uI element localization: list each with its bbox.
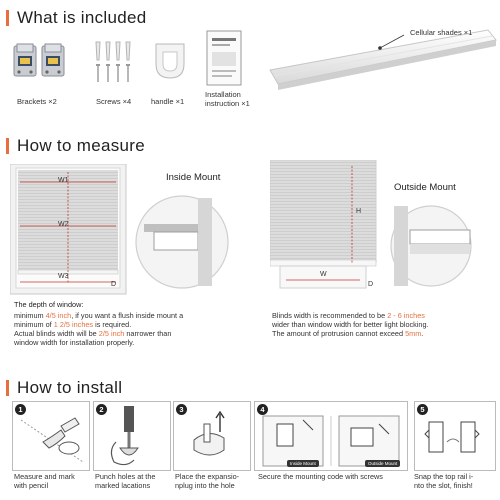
depth-of-window-title: The depth of window:: [14, 300, 84, 309]
section-install-header: [6, 378, 122, 398]
highlight-value: 5mm: [405, 329, 422, 338]
caption-line: marked lacations: [95, 481, 151, 490]
caption-line: with pencil: [14, 481, 49, 490]
section-title: How to measure: [17, 136, 145, 155]
step-number-badge: 5: [417, 404, 428, 415]
handle-label: handle ×1: [151, 97, 185, 106]
section-measure-header: [6, 136, 145, 156]
outside-mount-title: Outside Mount: [394, 182, 456, 193]
section-accent-bar: [6, 380, 9, 396]
caption-line: Snap the top rail i-: [414, 472, 474, 481]
outside-line-2: wider than window width for better light blocking.: [272, 320, 429, 329]
text-span: Actual blinds width will be: [14, 329, 99, 338]
text-span: , if you want a flush inside mount a: [71, 311, 184, 320]
text-span: minimum: [14, 311, 46, 320]
brackets-label: Brackets ×2: [17, 97, 57, 106]
shades-label: Cellular shades ×1: [410, 28, 473, 37]
outside-mount-tag: Outside Mount: [365, 460, 400, 467]
height-h-label: H: [356, 208, 362, 215]
section-accent-bar: [6, 10, 9, 26]
install-step-3-caption: [175, 472, 239, 490]
depth-d-label: D: [111, 281, 117, 288]
step-number-badge: 3: [176, 404, 187, 415]
screws-image: [90, 40, 134, 86]
w3-label: W3: [58, 273, 69, 280]
section-accent-bar: [6, 138, 9, 154]
step-number-badge: 4: [257, 404, 268, 415]
outside-depth-d-label: D: [368, 281, 374, 288]
highlight-value: 2/5 inch: [98, 329, 125, 338]
install-step-2-caption: [95, 472, 155, 490]
brackets-image: [12, 42, 68, 82]
caption-line: nplug into the hole: [175, 481, 235, 490]
text-span: narrower than: [124, 329, 172, 338]
screws-label: Screws ×4: [96, 97, 132, 106]
text-span: Blinds width is recommended to be: [272, 311, 388, 320]
install-step-2-image: [93, 401, 171, 471]
instruction-label-line2: instruction ×1: [205, 99, 250, 108]
install-step-1-caption: [14, 472, 75, 490]
install-step-4-caption: [258, 472, 383, 481]
width-w-label: W: [320, 271, 327, 278]
highlight-value: 1 2/5 inches: [53, 320, 94, 329]
inside-mount-detail-zoom: [134, 194, 230, 290]
step-number-badge: 1: [15, 404, 26, 415]
depth-line-4: window width for installation properly.: [14, 338, 135, 347]
inside-mount-title: Inside Mount: [166, 172, 221, 183]
w1-label: W1: [58, 177, 69, 184]
highlight-value: 4/5 inch: [45, 311, 72, 320]
w2-label: W2: [58, 221, 69, 228]
highlight-value: 2 - 6 inches: [387, 311, 425, 320]
outside-line-3: [272, 329, 497, 339]
caption-line: nto the slot, finish!: [414, 481, 473, 490]
text-span: .: [421, 329, 424, 338]
instruction-label-line1: Installation: [205, 90, 241, 99]
section-title: How to install: [17, 378, 123, 397]
step-number-badge: 2: [96, 404, 107, 415]
caption-line: Place the expansio-: [175, 472, 240, 481]
shades-pointer-line: [376, 34, 406, 52]
inside-mount-window-diagram: [10, 164, 128, 296]
install-step-5-caption: [414, 472, 473, 490]
install-step-3-image: [173, 401, 251, 471]
text-span: minimum of: [14, 320, 54, 329]
section-included-header: [6, 8, 147, 28]
install-step-5-image: [414, 401, 496, 471]
caption-line: Punch holes at the: [95, 472, 156, 481]
install-step-4-image: [254, 401, 408, 471]
text-span: The amount of protrusion cannot exceed: [272, 329, 406, 338]
caption-line: Measure and mark: [14, 472, 75, 481]
handle-image: [148, 40, 192, 84]
instruction-booklet-image: [206, 30, 242, 86]
text-span: is required.: [93, 320, 132, 329]
section-title: What is included: [17, 8, 147, 27]
caption-line: Secure the mounting code with screws: [258, 472, 383, 481]
outside-mount-detail-zoom: [390, 204, 472, 288]
inside-mount-tag: Inside Mount: [287, 460, 319, 467]
install-step-1-image: [12, 401, 90, 471]
